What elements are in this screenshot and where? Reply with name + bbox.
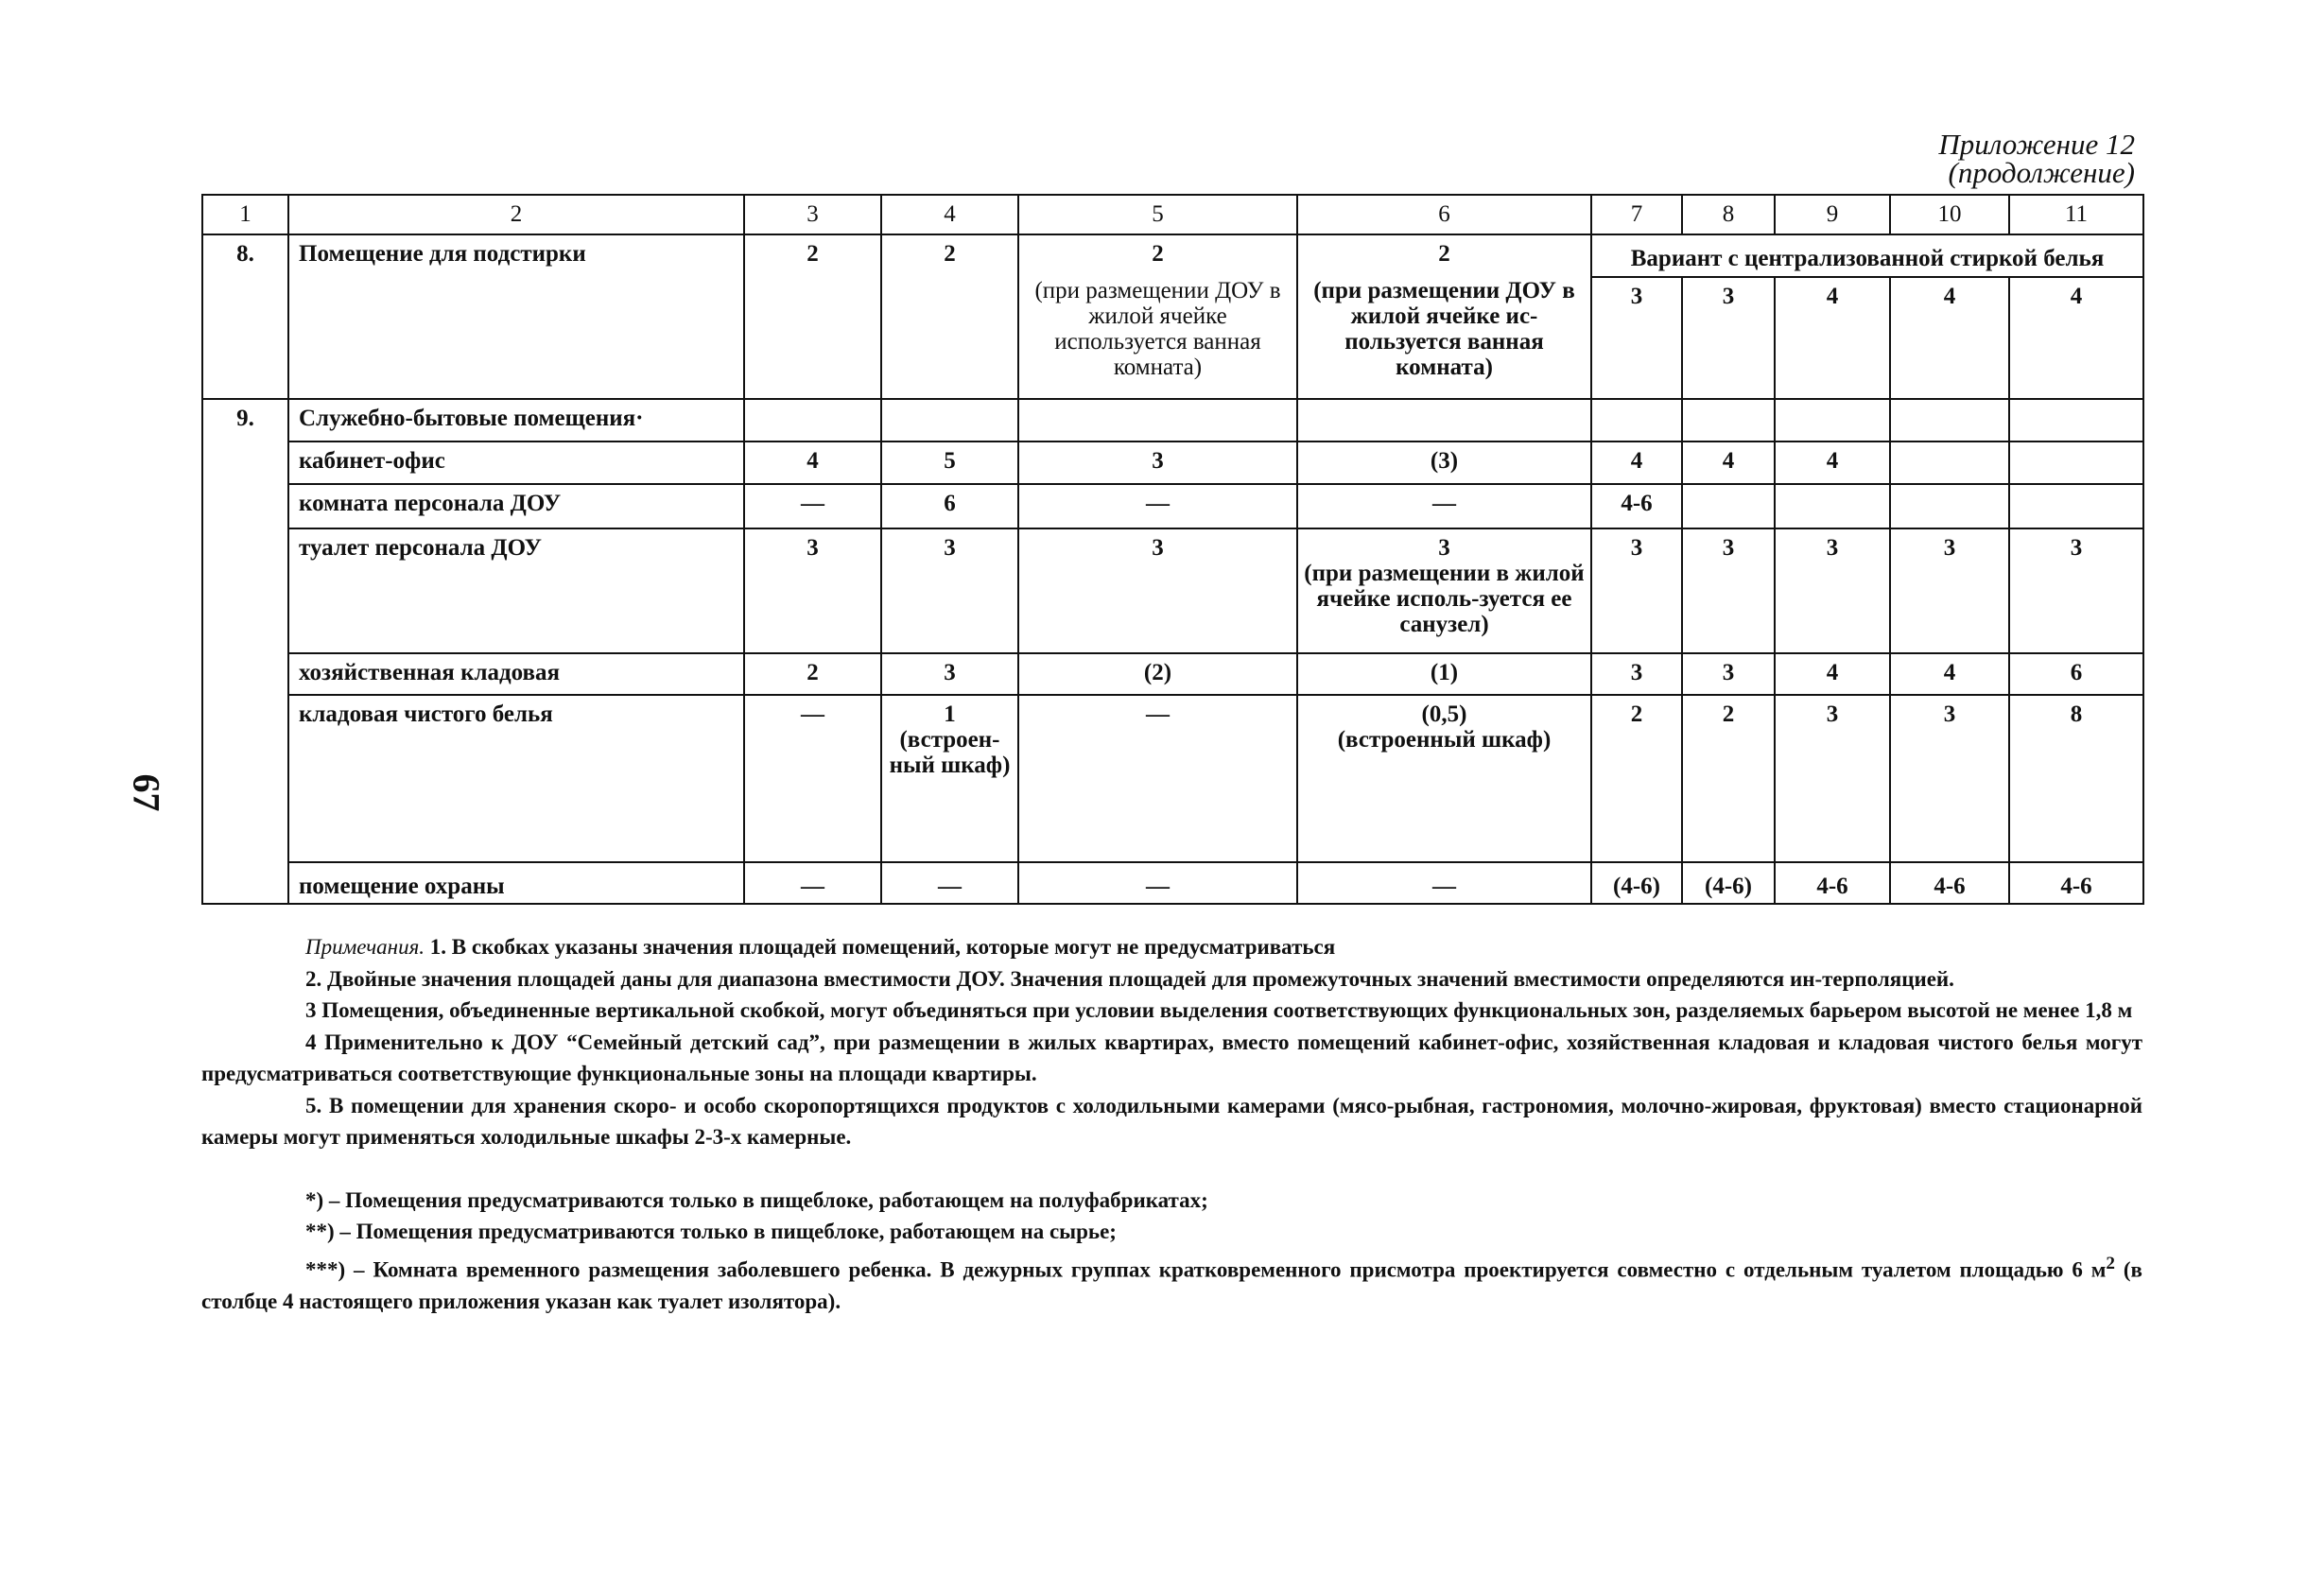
cell bbox=[1890, 653, 2009, 695]
room-name bbox=[288, 442, 744, 484]
appendix-title: Приложение 12 bbox=[1938, 128, 2135, 161]
cell-value: (0,5) bbox=[1421, 701, 1467, 727]
column-header: 7 bbox=[1591, 195, 1682, 234]
cell-value: комната персонала ДОУ bbox=[299, 491, 562, 516]
row-number: 9. bbox=[202, 399, 288, 904]
cell-note: (при размещении ДОУ в жилой ячейке используется ванная комната) bbox=[1034, 278, 1281, 380]
cell bbox=[1890, 442, 2009, 484]
cell: 4 bbox=[1890, 277, 2009, 399]
cell-value: 3 bbox=[1152, 448, 1164, 474]
cell-value: кабинет-офис bbox=[299, 448, 445, 474]
cell bbox=[881, 484, 1018, 528]
footnote-3-text: ***) – Комната временного размещения заболевшего ребенка. В дежурных группах кратковременного присмотра проектируется совместно с отдельным туалетом площадью 6 м bbox=[305, 1257, 2107, 1282]
cell-value: 2 bbox=[1152, 241, 1164, 267]
cell bbox=[881, 442, 1018, 484]
cell-value: — bbox=[1146, 701, 1170, 727]
cell bbox=[1890, 862, 2009, 904]
cell bbox=[881, 528, 1018, 653]
column-header: 4 bbox=[881, 195, 1018, 234]
note-1: 1. В скобках указаны значения площадей помещений, которые могут не предусматриваться bbox=[429, 935, 1336, 959]
cell bbox=[1018, 442, 1297, 484]
cell-value: — bbox=[1432, 873, 1456, 899]
cell bbox=[1297, 442, 1591, 484]
cell-value: 3 bbox=[1722, 535, 1735, 561]
cell-value: 4 bbox=[1630, 448, 1643, 474]
cell-value: 4 bbox=[1826, 448, 1839, 474]
footnote-3 bbox=[201, 1248, 2142, 1318]
room-name: Помещение для подстирки bbox=[288, 234, 744, 399]
column-header: 6 bbox=[1297, 195, 1591, 234]
cell-value: — bbox=[1146, 491, 1170, 516]
cell-value: 3 bbox=[1630, 535, 1643, 561]
cell: 2 bbox=[744, 234, 881, 399]
cell-value: 6 bbox=[944, 491, 956, 516]
room-name bbox=[288, 862, 744, 904]
cell-value: (3) bbox=[1430, 448, 1459, 474]
cell-note: (встроенный шкаф) bbox=[1337, 727, 1552, 753]
cell-value: 3 bbox=[944, 660, 956, 685]
cell-value: 3 bbox=[1722, 660, 1735, 685]
cell: 2 bbox=[881, 234, 1018, 399]
cell bbox=[1775, 528, 1890, 653]
cell-value: 4 bbox=[1943, 660, 1956, 685]
note-5: 5. В помещении для хранения скоро- и особо скоропортящихся продуктов с холодильными камерами (мясо-рыбная, гастрономия, молочно-жировая, фруктовая) вместо стационарной камеры могут применяться холодильные шкафы 2-3-х камерные. bbox=[201, 1093, 2142, 1149]
cell bbox=[1591, 695, 1682, 862]
cell bbox=[1682, 399, 1775, 442]
cell-value: 4 bbox=[806, 448, 819, 474]
cell-value: кладовая чистого белья bbox=[299, 701, 553, 727]
cell-value: 3 bbox=[1630, 660, 1643, 685]
cell bbox=[1775, 442, 1890, 484]
cell bbox=[881, 399, 1018, 442]
cell bbox=[1297, 528, 1591, 653]
note-3: 3 Помещения, объединенные вертикальной скобкой, могут объединяться при условии выделения соответствующих функциональных зон, разделяемых барьером высотой не менее 1,8 м bbox=[305, 998, 2133, 1022]
cell bbox=[1297, 399, 1591, 442]
cell bbox=[1297, 653, 1591, 695]
cell-value: 5 bbox=[944, 448, 956, 474]
row-number: 8. bbox=[202, 234, 288, 399]
cell bbox=[1591, 399, 1682, 442]
cell-value: 2 bbox=[806, 660, 819, 685]
cell: 4 bbox=[1775, 277, 1890, 399]
cell-value: 3 bbox=[1438, 535, 1450, 561]
premises-table bbox=[201, 194, 2144, 905]
cell bbox=[744, 399, 881, 442]
cell: 3 bbox=[1682, 277, 1775, 399]
cell bbox=[1018, 528, 1297, 653]
cell bbox=[881, 862, 1018, 904]
cell bbox=[1591, 528, 1682, 653]
cell bbox=[1682, 484, 1775, 528]
table-row bbox=[202, 653, 2143, 695]
cell-value: 4-6 bbox=[1816, 873, 1848, 899]
cell bbox=[1682, 528, 1775, 653]
cell-value: — bbox=[1146, 873, 1170, 899]
cell bbox=[1890, 399, 2009, 442]
cell bbox=[1018, 399, 1297, 442]
cell-value: (1) bbox=[1430, 660, 1459, 685]
cell bbox=[1775, 695, 1890, 862]
note-2: 2. Двойные значения площадей даны для диапазона вместимости ДОУ. Значения площадей для промежуточных значений вместимости определяются ин-терполяцией. bbox=[305, 966, 1954, 991]
cell-value: — bbox=[801, 873, 824, 899]
cell bbox=[744, 653, 881, 695]
page-number: 67 bbox=[125, 773, 168, 812]
cell-value: (4-6) bbox=[1613, 873, 1660, 899]
cell bbox=[1297, 862, 1591, 904]
footnote-2: **) – Помещения предусматриваются только в пищеблоке, работающем на сырье; bbox=[305, 1220, 1117, 1243]
notes bbox=[201, 931, 2142, 1317]
cell-note: (при размещении в жилой ячейке исполь-зуется ее санузел) bbox=[1304, 561, 1585, 637]
cell-value: 3 bbox=[1943, 701, 1956, 727]
column-header: 10 bbox=[1890, 195, 2009, 234]
footnote-3-text-end: (в столбце 4 настоящего приложения указан как туалет изолятора). bbox=[201, 1257, 2142, 1313]
cell bbox=[1890, 528, 2009, 653]
page-content bbox=[201, 194, 2142, 1317]
cell-value: 4 bbox=[1826, 660, 1839, 685]
cell-value: — bbox=[1432, 491, 1456, 516]
cell bbox=[744, 442, 881, 484]
cell bbox=[1018, 234, 1297, 399]
cell bbox=[1682, 442, 1775, 484]
cell-value: (2) bbox=[1143, 660, 1172, 685]
cell-value: туалет персонала ДОУ bbox=[299, 535, 542, 561]
notes-label: Примечания. bbox=[305, 935, 425, 959]
cell bbox=[744, 528, 881, 653]
cell bbox=[1775, 399, 1890, 442]
variant-label: Вариант с централизованной стиркой белья bbox=[1591, 234, 2143, 277]
cell bbox=[1775, 653, 1890, 695]
cell bbox=[1018, 484, 1297, 528]
appendix-heading bbox=[1938, 130, 2135, 187]
cell bbox=[1890, 484, 2009, 528]
cell-value: 3 bbox=[806, 535, 819, 561]
cell bbox=[1682, 695, 1775, 862]
cell bbox=[2009, 484, 2143, 528]
room-name bbox=[288, 484, 744, 528]
cell-value: (4-6) bbox=[1705, 873, 1752, 899]
superscript: 2 bbox=[2106, 1253, 2115, 1273]
room-name bbox=[288, 528, 744, 653]
cell-value: 4 bbox=[1722, 448, 1735, 474]
cell bbox=[1018, 695, 1297, 862]
column-header: 8 bbox=[1682, 195, 1775, 234]
cell-note: (встроен-ный шкаф) bbox=[889, 727, 1011, 778]
cell bbox=[1591, 484, 1682, 528]
cell-value: помещение охраны bbox=[299, 873, 505, 899]
cell bbox=[1297, 234, 1591, 399]
cell bbox=[2009, 399, 2143, 442]
cell-value: — bbox=[938, 873, 962, 899]
footnote-1: *) – Помещения предусматриваются только в пищеблоке, работающем на полуфабрикатах; bbox=[305, 1187, 1208, 1212]
cell-value: 4-6 bbox=[2060, 873, 2092, 899]
table-row bbox=[202, 528, 2143, 653]
cell bbox=[1890, 695, 2009, 862]
cell-value: 2 bbox=[1722, 701, 1735, 727]
cell-value: 2 bbox=[1630, 701, 1643, 727]
table-row bbox=[202, 399, 2143, 442]
room-name bbox=[288, 653, 744, 695]
cell-value: 4-6 bbox=[1621, 491, 1653, 516]
cell-value: 4-6 bbox=[1934, 873, 1966, 899]
table-row bbox=[202, 695, 2143, 862]
table-row bbox=[202, 442, 2143, 484]
cell-value: 3 bbox=[1826, 535, 1839, 561]
cell-value: 3 bbox=[1152, 535, 1164, 561]
room-name: Служебно-бытовые помещения· bbox=[288, 399, 744, 442]
cell bbox=[2009, 528, 2143, 653]
cell-value: хозяйственная кладовая bbox=[299, 660, 561, 685]
cell bbox=[1591, 862, 1682, 904]
cell bbox=[2009, 862, 2143, 904]
cell bbox=[2009, 695, 2143, 862]
cell bbox=[1297, 695, 1591, 862]
cell bbox=[1018, 653, 1297, 695]
cell bbox=[744, 484, 881, 528]
cell-value: — bbox=[801, 491, 824, 516]
cell bbox=[1297, 484, 1591, 528]
cell bbox=[744, 695, 881, 862]
cell-value: 1 bbox=[944, 701, 956, 727]
column-header: 5 bbox=[1018, 195, 1297, 234]
cell-value: 3 bbox=[1826, 701, 1839, 727]
table-header-row bbox=[202, 195, 2143, 234]
cell bbox=[881, 695, 1018, 862]
cell bbox=[1775, 862, 1890, 904]
column-header: 3 bbox=[744, 195, 881, 234]
cell bbox=[744, 862, 881, 904]
cell: 3 bbox=[1591, 277, 1682, 399]
cell bbox=[1682, 862, 1775, 904]
cell-value: 2 bbox=[1438, 241, 1450, 267]
cell bbox=[1591, 442, 1682, 484]
cell bbox=[2009, 442, 2143, 484]
cell-value: 8 bbox=[2070, 701, 2083, 727]
table-row bbox=[202, 484, 2143, 528]
note-4: 4 Применительно к ДОУ “Семейный детский сад”, при размещении в жилых квартирах, вместо помещений кабинет-офис, хозяйственная кладовая и кладовая чистого белья могут предусматриваться соответствующие функциональные зоны на площади квартиры. bbox=[201, 1030, 2142, 1085]
table-row bbox=[202, 862, 2143, 904]
cell bbox=[1591, 653, 1682, 695]
cell bbox=[881, 653, 1018, 695]
cell-value: 6 bbox=[2070, 660, 2083, 685]
cell bbox=[1682, 653, 1775, 695]
cell-value: 3 bbox=[944, 535, 956, 561]
cell-value: 3 bbox=[2070, 535, 2083, 561]
cell bbox=[2009, 653, 2143, 695]
cell-value: — bbox=[801, 701, 824, 727]
table-row bbox=[202, 234, 2143, 277]
column-header: 1 bbox=[202, 195, 288, 234]
cell bbox=[1775, 484, 1890, 528]
column-header: 11 bbox=[2009, 195, 2143, 234]
cell-value: 3 bbox=[1943, 535, 1956, 561]
column-header: 9 bbox=[1775, 195, 1890, 234]
cell: 4 bbox=[2009, 277, 2143, 399]
appendix-subtitle: (продолжение) bbox=[1948, 156, 2135, 189]
cell-note: (при размещении ДОУ в жилой ячейке ис-пользуется ванная комната) bbox=[1313, 278, 1575, 380]
cell bbox=[1018, 862, 1297, 904]
column-header: 2 bbox=[288, 195, 744, 234]
room-name bbox=[288, 695, 744, 862]
